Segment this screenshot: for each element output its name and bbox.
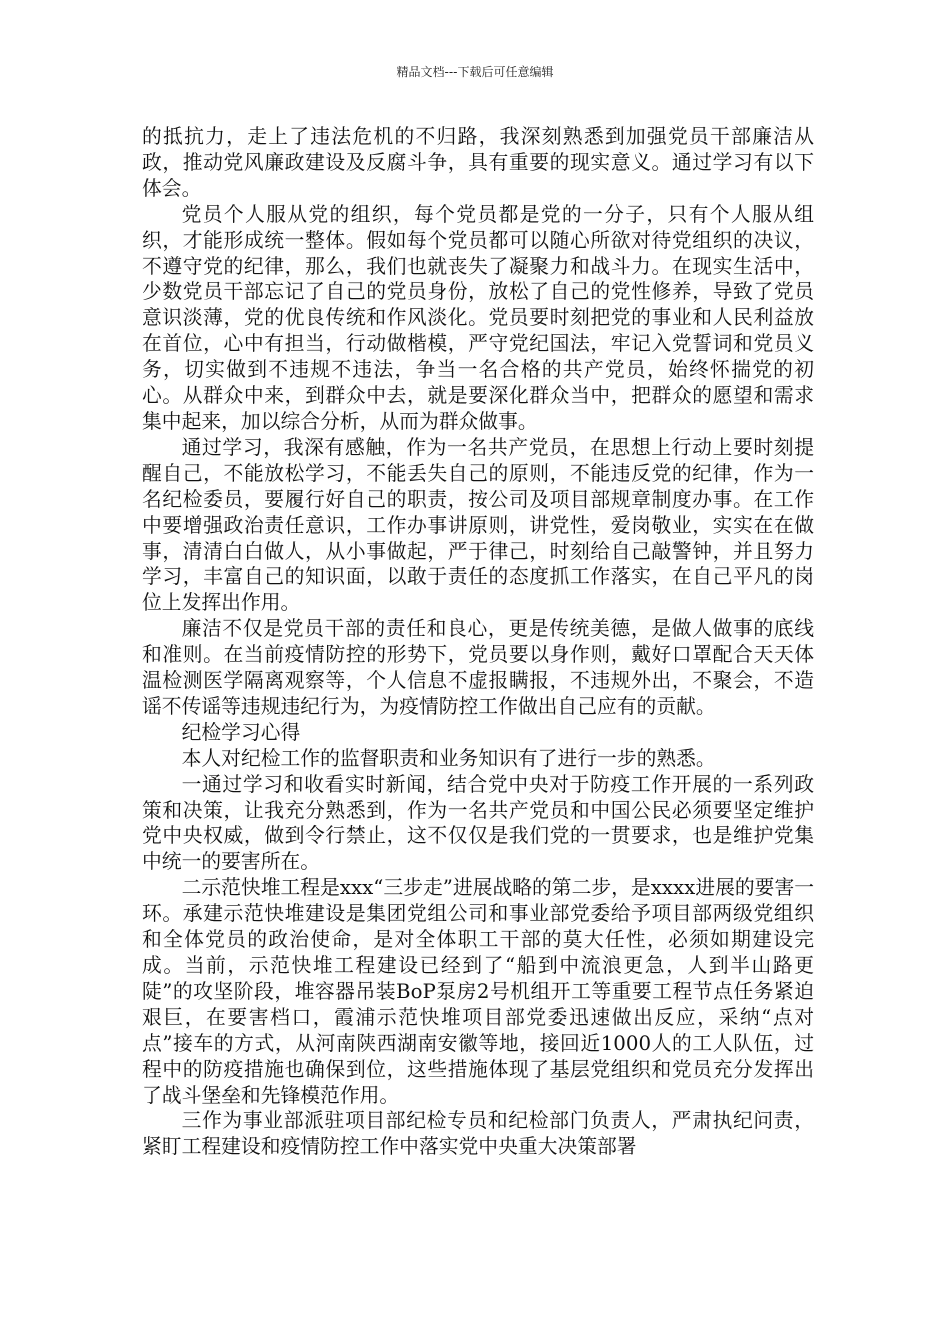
paragraph-8: 二示范快堆工程是xxx“三步走”进展战略的第二步，是xxxx进展的要害一环。承建示范快堆建设是集团党组公司和事业部党委给予项目部两级党组织和全体党员的政治使命，是对全体职工干部的莫大任性，必须如期建设完成。当前，示范快堆工程建设已经到了“船到中流浪更急，人到半山路更陡”的攻坚阶段，堆容器吊装BoP泵房2号机组开工等重要工程节点任务紧迫艰巨，在要害档口，霞浦示范快堆项目部党委迅速做出反应，采纳“点对点”接车的方式，从河南陕西湖南安徽等地，接回近1000人的工人队伍，过程中的防疫措施也确保到位，这些措施体现了基层党组织和党员充分发挥出了战斗堡垒和先锋模范作用。 xyxy=(142,876,815,1107)
paragraph-9: 三作为事业部派驻项目部纪检专员和纪检部门负责人，严肃执纪问责，紧盯工程建设和疫情防控工作中落实党中央重大决策部署 xyxy=(142,1109,814,1159)
paragraph-3: 通过学习，我深有感触，作为一名共产党员，在思想上行动上要时刻提醒自己，不能放松学习，不能丢失自己的原则，不能违反党的纪律，作为一名纪检委员，要履行好自己的职责，按公司及项目部规章制度办事。在工作中要增强政治责任意识，工作办事讲原则，讲党性，爱岗敬业，实实在在做事，清清白白做人，从小事做起，严于律己，时刻给自己敲警钟，并且努力学习，丰富自己的知识面，以敢于责任的态度抓工作落实，在自己平凡的岗位上发挥出作用。 xyxy=(142,435,814,615)
page-header: 精品文档---下载后可任意编辑 xyxy=(396,65,554,79)
paragraph-2: 党员个人服从党的组织，每个党员都是党的一分子，只有个人服从组织，才能形成统一整体。假如每个党员都可以随心所欲对待党组织的决议，不遵守党的纪律，那么，我们也就丧失了凝聚力和战斗力。在现实生活中，少数党员干部忘记了自己的党员身份，放松了自己的党性修养，导致了党员意识淡薄，党的优良传统和作风淡化。党员要时刻把党的事业和人民利益放在首位，心中有担当，行动做楷模，严守党纪国法，牢记入党誓词和党员义务，切实做到不违规不违法，争当一名合格的共产党员，始终怀揣党的初心。从群众中来，到群众中去，就是要深化群众当中，把群众的愿望和需求集中起来，加以综合分析，从而为群众做事。 xyxy=(142,202,814,433)
paragraph-4: 廉洁不仅是党员干部的责任和良心，更是传统美德，是做人做事的底线和准则。在当前疫情防控的形势下，党员要以身作则，戴好口罩配合天天体温检测医学隔离观察等，个人信息不虚报瞒报，不违规外出，不聚会，不造谣不传谣等违规违纪行为，为疫情防控工作做出自己应有的贡献。 xyxy=(142,617,814,718)
paragraph-7: 一通过学习和收看实时新闻，结合党中央对于防疫工作开展的一系列政策和决策，让我充分熟悉到，作为一名共产党员和中国公民必须要坚定维护党中央权威，做到令行禁止，这不仅仅是我们党的一贯要求，也是维护党集中统一的要害所在。 xyxy=(142,772,814,874)
section-title: 纪检学习心得 xyxy=(181,720,301,744)
document-body xyxy=(142,124,814,1160)
paragraph-1: 的抵抗力，走上了违法危机的不归路，我深刻熟悉到加强党员干部廉洁从政，推动党风廉政建设及反腐斗争，具有重要的现实意义。通过学习有以下体会。 xyxy=(142,125,814,200)
paragraph-6: 本人对纪检工作的监督职责和业务知识有了进行一步的熟悉。 xyxy=(181,746,716,770)
